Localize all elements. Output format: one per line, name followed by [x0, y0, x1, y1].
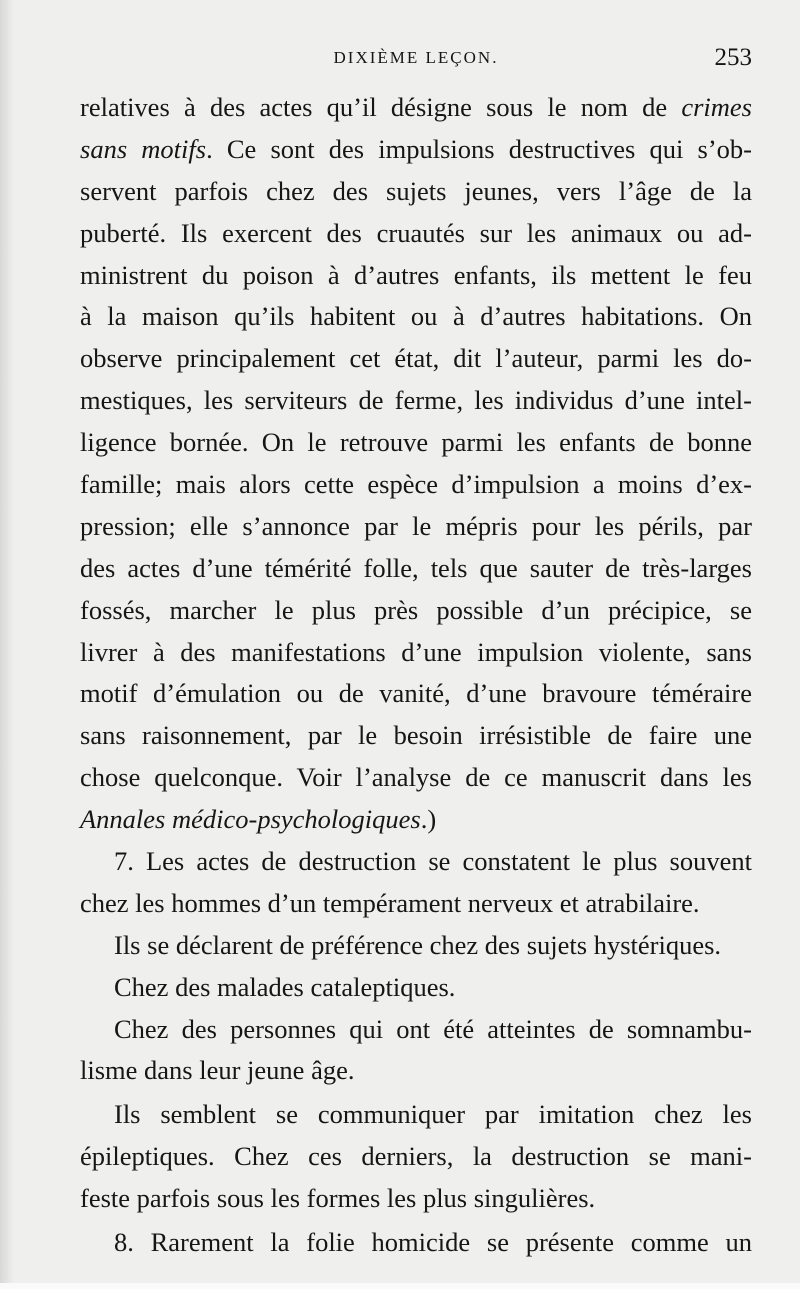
- text-line: [80, 213, 752, 255]
- text-line: [80, 548, 752, 590]
- text-run: ligence bornée. On le retrouve parmi les enfants de bonne: [80, 427, 752, 458]
- italic-text: sans motifs: [80, 133, 207, 164]
- text-run: Ils se déclarent de préférence chez des sujets hystériques.: [114, 929, 722, 960]
- text-run: 7. Les actes de destruction se constatent le plus souvent: [114, 846, 752, 877]
- text-run: livrer à des manifestations d’une impulsion violente, sans: [80, 636, 752, 667]
- text-run: pression; elle s’annonce par le mépris pour les périls, par: [80, 510, 752, 541]
- text-line: [80, 967, 752, 1009]
- text-line: [80, 1136, 752, 1178]
- text-line: [80, 1050, 752, 1092]
- text-run: sans raisonnement, par le besoin irrésistible de faire une: [80, 720, 752, 751]
- text-run: feste parfois sous les formes les plus singulières.: [80, 1183, 596, 1214]
- text-run: . Ce sont des impulsions destructives qui s’ob-: [206, 133, 752, 164]
- text-line: [80, 1009, 752, 1051]
- text-line: [80, 422, 752, 464]
- text-run: épileptiques. Chez ces derniers, la destruction se mani-: [80, 1141, 752, 1172]
- text-line: [80, 171, 752, 213]
- text-run: chez les hommes d’un tempérament nerveux et atrabilaire.: [80, 887, 700, 918]
- text-run: 8. Rarement la folie homicide se présente comme un: [114, 1227, 752, 1258]
- text-run: chose quelconque. Voir l’analyse de ce manuscrit dans les: [80, 762, 752, 793]
- text-line: [80, 590, 752, 632]
- text-line: [80, 338, 752, 380]
- text-line: [80, 673, 752, 715]
- text-run: à la maison qu’ils habitent ou à d’autres habitations. On: [80, 301, 752, 332]
- text-line: [80, 1178, 752, 1220]
- text-line: [80, 757, 752, 799]
- italic-text: Annales médico-psychologiques: [80, 804, 421, 835]
- text-line: [80, 841, 752, 883]
- text-run: Chez des personnes qui ont été atteintes de somnambu-: [114, 1013, 752, 1044]
- text-line: [80, 506, 752, 548]
- text-run: lisme dans leur jeune âge.: [80, 1055, 355, 1086]
- page-bottom-edge: [0, 1283, 800, 1289]
- text-line: [80, 1094, 752, 1136]
- text-run: .): [420, 804, 437, 835]
- running-title: DIXIÈME LEÇON.: [333, 48, 499, 67]
- text-run: mestiques, les serviteurs de ferme, les individus d’une intel-: [80, 385, 752, 416]
- text-run: Ils semblent se communiquer par imitation chez les: [114, 1099, 752, 1130]
- text-line: [80, 464, 752, 506]
- text-line: [80, 1222, 752, 1264]
- text-run: relatives à des actes qu’il désigne sous le nom de: [80, 92, 682, 122]
- text-run: fossés, marcher le plus près possible d’un précipice, se: [80, 594, 752, 625]
- text-run: observe principalement cet état, dit l’auteur, parmi les do-: [80, 343, 752, 374]
- text-line: [80, 380, 752, 422]
- text-run: servent parfois chez des sujets jeunes, vers l’âge de la: [80, 175, 752, 206]
- text-line: [80, 87, 752, 129]
- text-line: [80, 129, 752, 171]
- text-line: [80, 296, 752, 338]
- text-line: [80, 632, 752, 674]
- text-run: puberté. Ils exercent des cruautés sur les animaux ou ad-: [80, 217, 752, 248]
- text-line: [80, 799, 752, 841]
- text-line: [80, 255, 752, 297]
- page-number: 253: [714, 44, 752, 71]
- text-run: famille; mais alors cette espèce d’impulsion a moins d’ex-: [80, 469, 752, 500]
- body-text: [80, 87, 752, 1264]
- text-line: [80, 925, 752, 967]
- text-line: [80, 883, 752, 925]
- text-line: [80, 715, 752, 757]
- text-run: Chez des malades cataleptiques.: [114, 971, 456, 1002]
- text-run: motif d’émulation ou de vanité, d’une bravoure téméraire: [80, 678, 752, 709]
- italic-text: crimes: [681, 92, 752, 122]
- text-run: ministrent du poison à d’autres enfants, ils mettent le feu: [80, 259, 752, 290]
- text-run: des actes d’une témérité folle, tels que sauter de très-larges: [80, 552, 752, 583]
- page-header: [80, 44, 752, 80]
- page-gutter-shadow: [0, 0, 14, 1289]
